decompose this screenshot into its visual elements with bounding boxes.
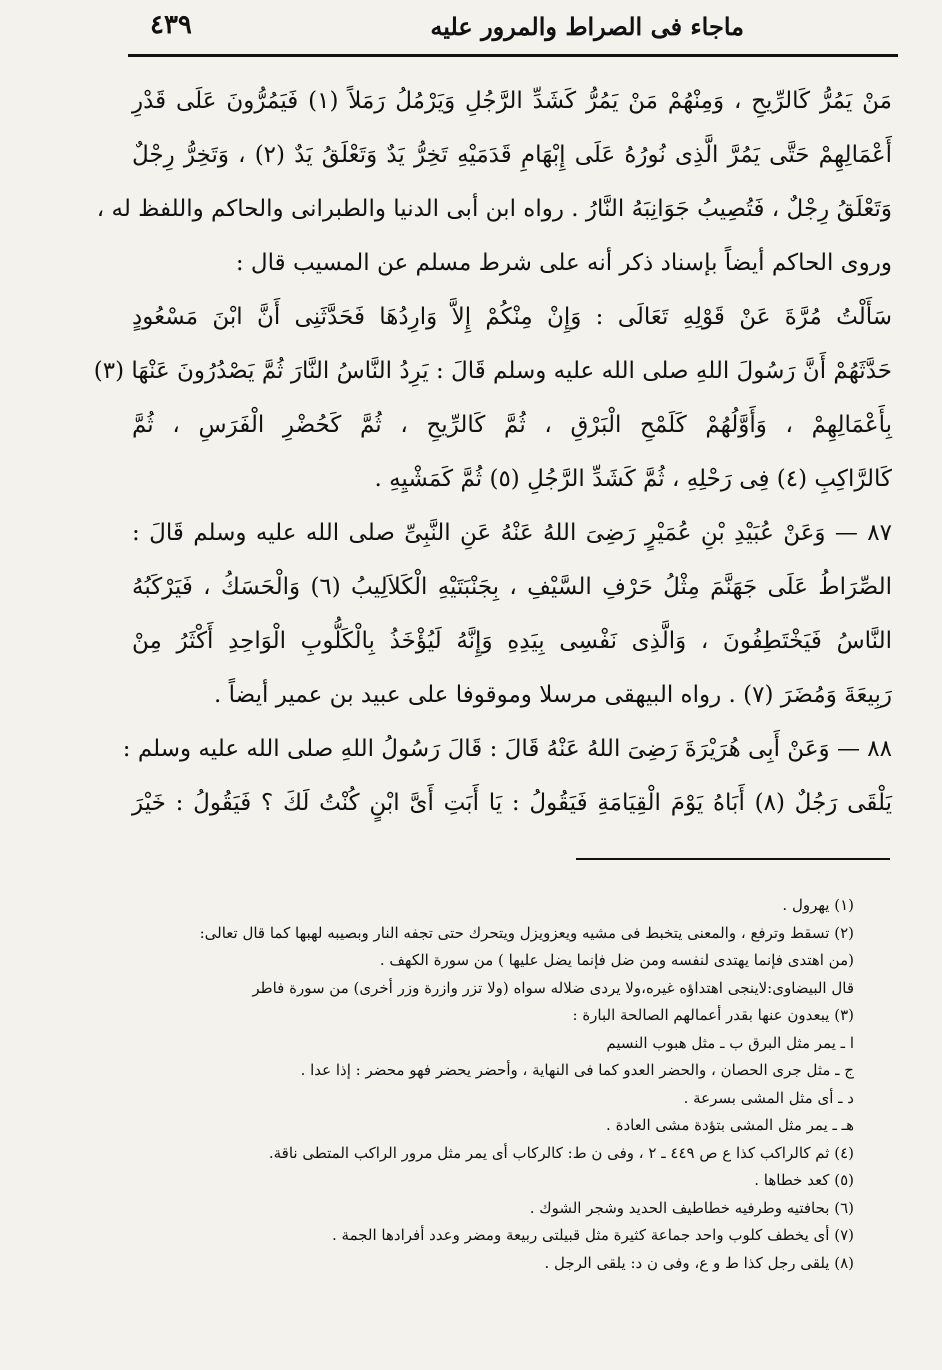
footnote-rule (576, 858, 890, 860)
text-line: حَدَّثَهُمْ أَنَّ رَسُولَ اللهِ صلى الله عليه وسلم قَالَ : يَرِدُ النَّاسُ النَّارَ ثُمَّ يَصْدُرُونَ عَنْهَا (٣) (93, 358, 892, 384)
footnote-line: (٨) يلقى رجل كذا ط و ع، وفى ن د: يلقى الرجل . (544, 1253, 854, 1272)
footnote-line: (٣) يبعدون عنها بقدر أعمالهم الصالحة البارة : (572, 1006, 854, 1024)
footnote-line: (٧) أى يخطف كلوب واحد جماعة كثيرة مثل قبيلتى ربيعة ومضر وعدد أفرادها الجمة . (331, 1226, 854, 1244)
text-line: رَبِيعَةَ وَمُضَرَ (٧) . رواه البيهقى مرسلا وموقوفا على عبيد بن عمير أيضاً . (214, 682, 892, 708)
text-line: وَتَعْلَقُ رِجْلٌ ، فَتُصِيبُ جَوَانِبَهُ النَّارُ . رواه ابن أبى الدنيا والطبرانى والحاكم واللفظ له ، (96, 196, 892, 222)
main-text (93, 74, 892, 830)
text-line: بِأَعْمَالِهِمْ ، وَأَوَّلُهُمْ كَلَمْحِ الْبَرْقِ ، ثُمَّ كَالرِّيحِ ، ثُمَّ كَحُضْرِ الْفَرَسِ ، ثُمَّ (132, 412, 892, 438)
footnote-line: (١) يهرول . (782, 896, 854, 914)
text-line: أَعْمَالِهِمْ حَتَّى يَمُرَّ الَّذِى نُورُهُ عَلَى إِبْهَامِ قَدَمَيْهِ تَخِرُّ يَدٌ وَتَعْلَقُ يَدٌ (٢) ، وَتَخِرُّ رِجْلٌ (132, 142, 892, 168)
footnote-line: (من اهتدى فإنما يهتدى لنفسه ومن ضل فإنما يضل عليها ) من سورة الكهف . (379, 951, 854, 969)
footnote-line: (٥) كعد خطاها . (754, 1171, 854, 1189)
text-line: سَأَلْتُ مُرَّةَ عَنْ قَوْلِهِ تَعَالَى : وَإِنْ مِنْكُمْ إِلاَّ وَارِدُهَا فَحَدَّثَنِى أَنَّ ابْنَ مَسْعُودٍ (132, 304, 892, 330)
page-number: ٤٣٩ (150, 10, 192, 40)
text-line: يَلْقَى رَجُلٌ (٨) أَبَاهُ يَوْمَ الْقِيَامَةِ فَيَقُولُ : يَا أَبَتِ أَىَّ ابْنٍ كُنْتُ لَكَ ؟ فَيَقُولُ : خَيْرَ (132, 790, 892, 816)
page-header (132, 6, 894, 50)
chapter-title: ماجاء فى الصراط والمرور عليه (430, 12, 744, 41)
text-line: مَنْ يَمُرُّ كَالرِّيحِ ، وَمِنْهُمْ مَنْ يَمُرُّ كَشَدِّ الرَّجُلِ وَيَرْمُلُ رَمَلاً (١) فَيَمُرُّونَ عَلَى قَدْرِ (132, 88, 892, 114)
text-line: وروى الحاكم أيضاً بإسناد ذكر أنه على شرط مسلم عن المسيب قال : (235, 250, 892, 276)
hadith-87-heading: ٨٧ — وَعَنْ عُبَيْدِ بْنِ عُمَيْرٍ رَضِىَ اللهُ عَنْهُ عَنِ النَّبِىِّ صلى الله عليه وسلم قَالَ : (132, 520, 892, 546)
header-rule (128, 54, 898, 57)
hadith-88-heading: ٨٨ — وَعَنْ أَبِى هُرَيْرَةَ رَضِىَ اللهُ عَنْهُ قَالَ : قَالَ رَسُولُ اللهِ صلى الله عليه وسلم : (122, 736, 892, 762)
footnotes (140, 892, 854, 1277)
footnote-line: (٤) ثم كالراكب كذا ع ص ٤٤٩ ـ ٢ ، وفى ن ط: كالركاب أى يمر مثل مرور الراكب المتطى ناقة. (268, 1143, 854, 1162)
footnote-line: (٦) بحافتيه وطرفيه خطاطيف الحديد وشجر الشوك . (529, 1198, 854, 1217)
footnote-line: قال البيضاوى:لاينجى اهتداؤه غيره،ولا يردى ضلاله سواه (ولا تزر وازرة وزر أخرى) من سورة فاطر (252, 978, 854, 997)
footnote-line: (٢) تسقط وترفع ، والمعنى يتخبط فى مشيه ويعزويزل ويتحرك حتى تجفه النار وبصيبه لهبها كما قال تعالى: (199, 923, 854, 942)
text-line: النَّاسُ فَيَخْتَطِفُونَ ، وَالَّذِى نَفْسِى بِيَدِهِ وَإِنَّهُ لَيُؤْخَذُ بِالْكَلُّوبِ الْوَاحِدِ أَكْثَرُ مِنْ (132, 628, 892, 654)
text-line: كَالرَّاكِبِ (٤) فِى رَحْلِهِ ، ثُمَّ كَشَدِّ الرَّجُلِ (٥) ثُمَّ كَمَشْيِهِ . (374, 466, 892, 492)
text-line: الصِّرَاطُ عَلَى جَهَنَّمَ مِثْلُ حَرْفِ السَّيْفِ ، بِجَنْبَتَيْهِ الْكَلاَلِيبُ (٦) وَالْحَسَكُ ، فَيَرْكَبُهُ (132, 574, 892, 600)
footnote-line: ا ـ يمر مثل البرق ب ـ مثل هبوب النسيم (606, 1033, 854, 1052)
footnote-line: د ـ أى مثل المشى بسرعة . (683, 1088, 854, 1107)
footnote-line: هـ ـ يمر مثل المشى بتؤدة مشى العادة . (606, 1116, 854, 1134)
footnote-line: ج ـ مثل جرى الحصان ، والحضر العدو كما فى النهاية ، وأحضر يحضر فهو محضر : إذا عدا . (300, 1061, 854, 1079)
